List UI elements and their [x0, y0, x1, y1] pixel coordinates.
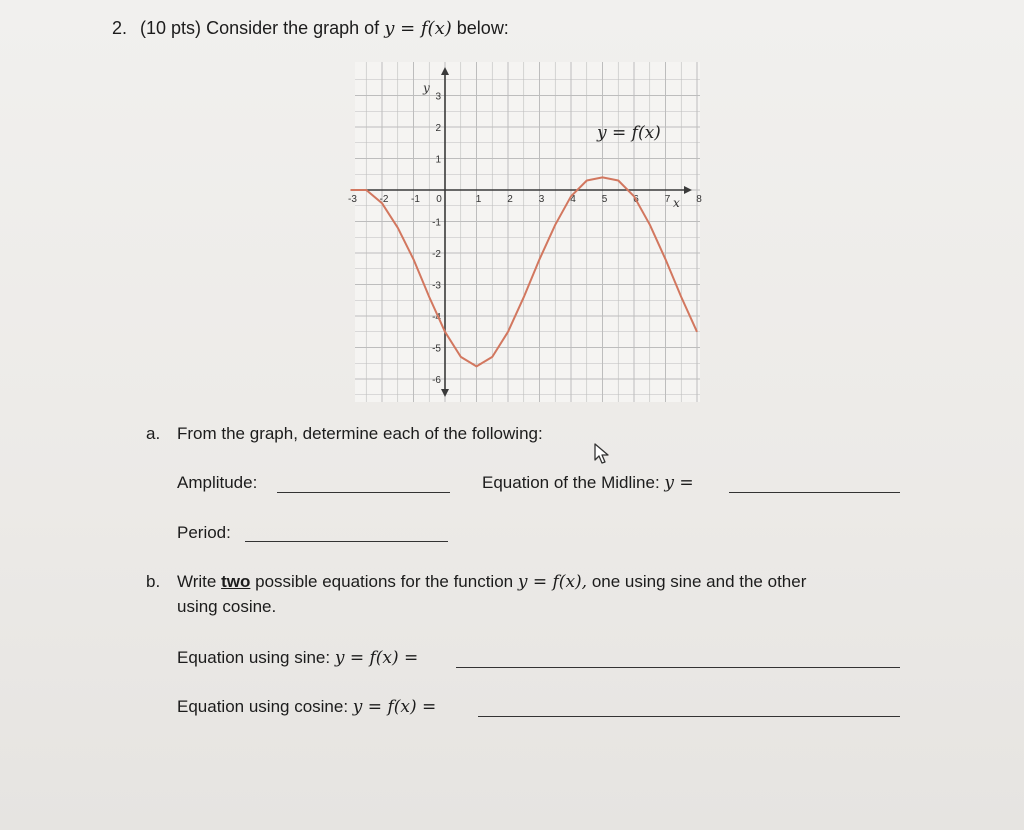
x-tick-label: -3 [348, 194, 357, 205]
function-graph [348, 62, 702, 402]
period-answer-blank[interactable] [245, 541, 448, 542]
y-tick-label: 3 [435, 91, 441, 103]
y-tick-label: 1 [435, 154, 441, 166]
part-a-instruction: From the graph, determine each of the following: [177, 424, 543, 443]
x-tick-label: 2 [507, 194, 513, 205]
x-tick-label: 7 [664, 194, 671, 205]
question-number: 2. [112, 18, 128, 38]
x-axis-label: x [673, 196, 680, 210]
x-tick-label: 8 [696, 194, 702, 205]
y-tick-label: -3 [432, 280, 441, 292]
period-label: Period: [177, 523, 231, 542]
amplitude-label: Amplitude: [177, 473, 258, 492]
midline-label: Equation of the Midline: [482, 473, 660, 492]
x-tick-label: 4 [570, 194, 576, 205]
part-a-letter: a. [146, 424, 161, 443]
amplitude-answer-blank[interactable] [277, 492, 450, 493]
y-tick-label: -1 [432, 217, 441, 229]
x-tick-label: 5 [601, 194, 608, 205]
cosine-equation-group [177, 697, 436, 717]
y-tick-label: -2 [432, 249, 441, 260]
question-prompt-tail: below: [456, 18, 509, 38]
midline-label-group [482, 473, 694, 493]
x-tick-label: -1 [411, 194, 420, 205]
x-tick-label: 0 [436, 194, 442, 205]
sine-equation-group [177, 648, 418, 668]
x-tick-label: 1 [475, 194, 482, 205]
cosine-label: Equation using cosine: [177, 697, 349, 716]
graph-background [355, 62, 700, 402]
part-b-text-2: possible equations for the function [255, 572, 514, 591]
cosine-expr: y = f(x) = [352, 697, 437, 717]
part-b-text-3: one using sine and the other [591, 572, 807, 591]
mouse-pointer-icon [593, 442, 613, 466]
question-function: y = f(x) [384, 18, 452, 39]
x-tick-label: 3 [538, 194, 545, 205]
cosine-answer-blank[interactable] [478, 716, 900, 717]
y-tick-label: 2 [435, 123, 441, 134]
question-prompt-lead: Consider the graph of [206, 18, 380, 38]
x-tick-label: 6 [633, 194, 639, 205]
x-tick-label: -2 [379, 194, 389, 205]
midline-answer-blank[interactable] [729, 492, 900, 493]
question-points: (10 pts) [140, 18, 202, 38]
part-b-line-2: using cosine. [177, 597, 277, 616]
y-axis-label: y [423, 81, 430, 95]
sine-answer-blank[interactable] [456, 667, 900, 668]
part-b-text-1: Write [177, 572, 217, 591]
y-tick-label: -4 [432, 312, 441, 323]
midline-expr: y = [664, 473, 694, 493]
curve-label: y = f(x) [597, 123, 661, 143]
part-b-letter: b. [146, 572, 161, 591]
part-b-emphasis: two [221, 572, 251, 591]
sine-expr: y = f(x) = [334, 648, 419, 668]
part-b-line-1 [177, 572, 806, 592]
sine-label: Equation using sine: [177, 648, 331, 667]
part-b-function: y = f(x), [517, 572, 588, 592]
question-header [112, 18, 509, 39]
y-tick-label: -5 [432, 343, 441, 355]
y-tick-label: -6 [432, 375, 441, 386]
